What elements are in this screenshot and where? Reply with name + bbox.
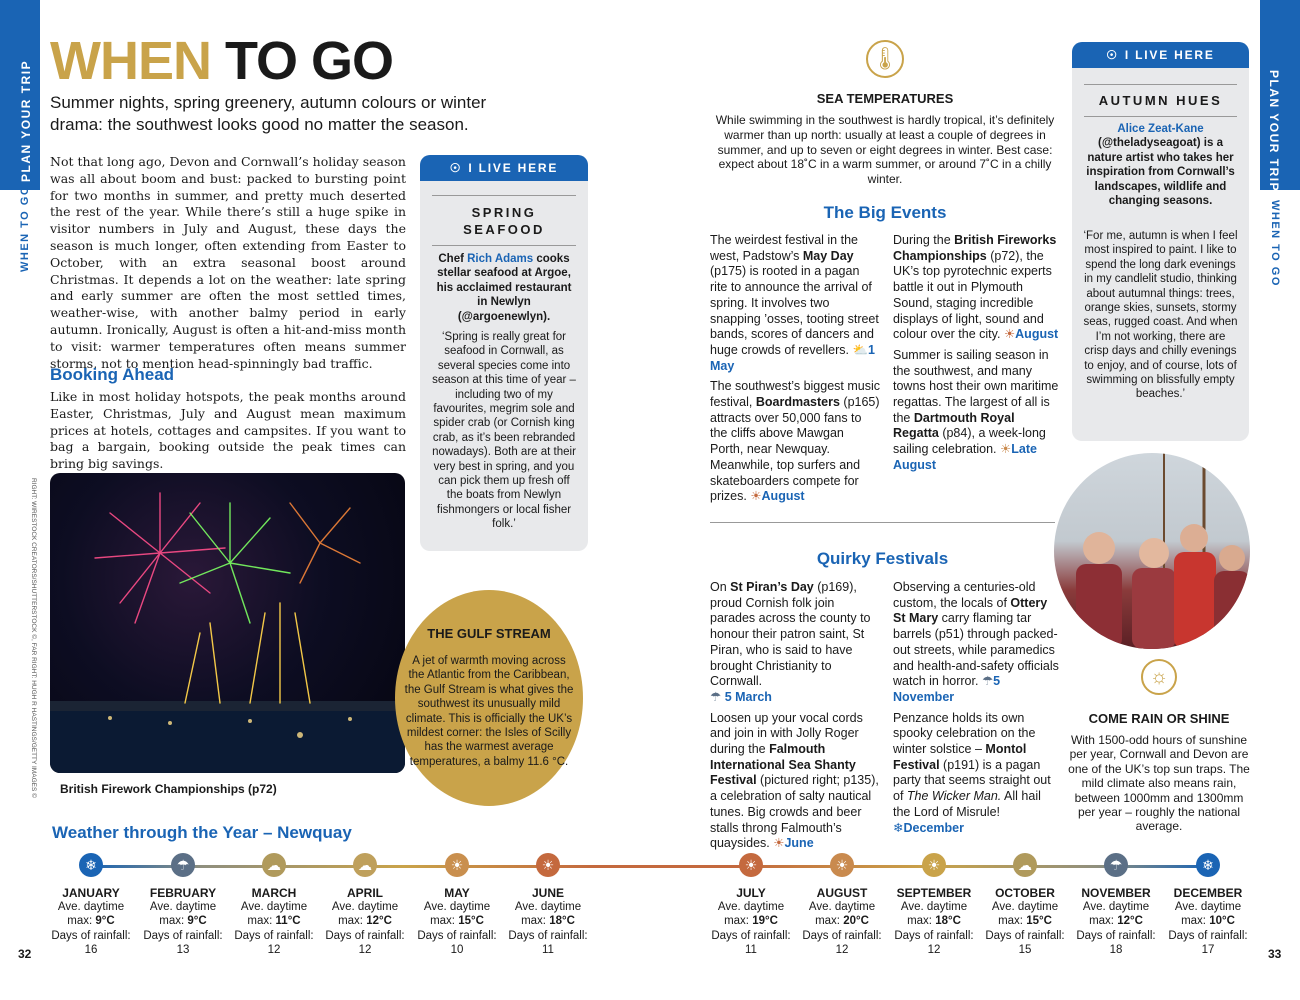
i-live-here-header [1072,42,1249,68]
panel-divider [432,245,576,246]
weather-month-0 [45,853,137,958]
panel-divider [432,195,576,196]
st-pirans-entry [710,580,880,706]
may-day-post: (p175) is rooted in a pagan rite to announce the arrival of spring. It involves two snapping ’osses, tooting street bands, scores of dancers and huge crowds of revellers. [710,264,879,357]
max-label: max: [1089,915,1118,928]
rainfall-label: Days of rainfall: [325,929,405,942]
sea-temperatures-title: SEA TEMPERATURES [816,91,954,106]
max-temp [1070,914,1162,928]
fireworks-photo [50,473,405,773]
max-value: 11°C [275,915,301,928]
ottery-month: 5 November [893,674,1001,704]
fireworks-name: British Fireworks Championships [893,233,1057,263]
avg-daytime-label: Ave. daytime [240,901,308,913]
month-name: AUGUST [816,886,868,900]
weather-month-8 [888,853,980,958]
quirky-festivals-heading: Quirky Festivals [816,549,949,568]
sea-shanty-illustration [1054,453,1250,649]
month-name: MAY [444,886,470,900]
spring-seafood-panel [420,155,588,551]
spring-chef-name: Rich Adams [467,253,534,265]
plan-your-trip-label-left: PLAN YOUR TRIP [19,59,33,182]
fireworks-post: (p72), the UK’s top pyrotechnic experts battle it out in Plymouth Sound, staging incredible displays of light, sound and colour over the city. [893,248,1052,342]
max-label: max: [724,915,753,928]
month-name: JANUARY [62,886,120,900]
rainfall-days: 17 [1201,944,1215,957]
montol-mid: (p191) is a pagan party that seems straight out of [893,757,1051,804]
month-name: FEBRUARY [149,886,217,900]
regatta-name: Dartmouth Royal Regatta [893,410,1015,441]
max-value: 18°C [549,915,575,928]
come-rain-or-shine-text: With 1500-odd hours of sunshine per year, Cornwall and Devon are one of the UK’s top sun traps. The mild climate also means rain, between 1000mm and 1300mm per year – roughly the national average. [1068,733,1250,834]
cloud-rain-icon: ☂ [171,853,195,877]
come-rain-or-shine-title: COME RAIN OR SHINE [1088,711,1230,726]
rainfall-label: Days of rainfall: [802,929,882,942]
st-pirans-name: St Piran’s Day [730,580,814,594]
rainfall-days: 13 [176,944,190,957]
max-label: max: [521,915,550,928]
boardmasters-entry [710,379,880,505]
max-label: max: [338,915,367,928]
montol-post: All hail the Lord of Misrule! [893,789,1041,819]
rainfall-label: Days of rainfall: [894,929,974,942]
snowflake-icon: ❄ [79,853,103,877]
max-temp [319,914,411,928]
max-value: 15°C [1026,915,1052,928]
avg-daytime-label: Ave. daytime [991,901,1059,913]
boardmasters-pre: The southwest’s biggest music festival, [710,379,880,410]
page-subtitle: Summer nights, spring greenery, autumn colours or winter drama: the southwest looks good no matter the season. [50,93,487,134]
sun-icon: ☀ [750,489,762,504]
rainfall-days: 12 [358,944,372,957]
max-value: 18°C [935,915,961,928]
regatta-pre: Summer is sailing season in the southwest, and many towns host their own maritime regattas. The largest of all is the [893,347,1059,425]
gulf-stream-title: THE GULF STREAM [427,626,551,641]
sea-shanty-photo [1054,453,1250,649]
rainfall-days: 11 [542,944,554,957]
month-name: OCTOBER [995,886,1055,900]
sun-icon: ☀ [1000,442,1012,457]
avg-daytime-label: Ave. daytime [57,901,125,913]
month-name: NOVEMBER [1081,886,1151,900]
weather-month-3 [319,853,411,958]
weather-month-1 [137,853,229,958]
max-label: max: [159,915,188,928]
panel-divider [1084,84,1237,85]
booking-ahead-heading: Booking Ahead [50,365,175,384]
sun-icon: ☀ [445,853,469,877]
rainfall-label: Days of rainfall: [143,929,223,942]
ottery-entry [893,580,1061,706]
sea-shanty-month: June [784,836,814,851]
location-pin-icon: ☉ [1106,48,1119,62]
max-value: 10°C [1209,915,1235,928]
max-label: max: [247,915,276,928]
rainfall-label: Days of rainfall: [51,929,131,942]
max-temp [45,914,137,928]
sea-temperatures-text: While swimming in the southwest is hardly tropical, it’s definitely warmer than up north: usually at least a couple of degrees in summer, and up to seven or eight degrees in winter. Best case: expect about 18˚C in a warm summer, or around 7˚C in a chilly winter. [715,113,1055,187]
avg-daytime-label: Ave. daytime [900,901,968,913]
max-label: max: [998,915,1027,928]
cloud-rain-icon: ☂ [710,689,722,704]
rainfall-label: Days of rainfall: [1168,929,1248,942]
autumn-hues-title: AUTUMN HUES [1098,93,1223,108]
montol-entry [893,711,1061,837]
max-temp [796,914,888,928]
may-day-month: 1 May [710,342,875,373]
month-name: SEPTEMBER [896,886,972,900]
max-temp [411,914,503,928]
rainfall-days: 18 [1109,944,1123,957]
sea-shanty-post: (pictured right; p135), a celebration of salty nautical tunes. Big crowds and beer stalls throng Falmouth’s quaysides. [710,773,879,851]
when-to-go-label-left: WHEN TO GO [19,185,31,272]
avg-daytime-label: Ave. daytime [149,901,217,913]
st-pirans-post: (p169), proud Cornish folk join parades across the county to honour their patron saint, St Piran, who is said to have brought Christianity to Cornwall. [710,580,871,689]
boardmasters-name: Boardmasters [755,395,840,410]
max-value: 9°C [95,915,115,928]
sea-shanty-name: Falmouth International Sea Shanty Festival [710,742,856,788]
weather-month-2 [228,853,320,958]
sun-icon: ☀ [739,853,763,877]
photo-credit: RIGHT: WIRESTOCK CREATORS/SHUTTERSTOCK ©, FAR RIGHT: HUGH R HASTINGS/GETTY IMAGES © [30,478,37,798]
sun-cloud-icon: ☁ [1013,853,1037,877]
intro-paragraph: Not that long ago, Devon and Cornwall’s holiday season was all about boom and bust: packed to bursting point for two months in summer, and pretty much deserted the rest of the year. While there’s still a huge spike in visitor numbers in July and August, these days the season is much longer, often extending from Easter to October, with an extra seasonal boost around Christmas. It depends a lot on the weather: late spring and early summer are often the most settled times, weather-wise, with another balmy period in early autumn. Ironically, August is often a hit-and-miss month to visit: warmer temperatures often means summer storms, not to mention head-spinningly bad traffic. [50,154,406,371]
max-label: max: [1181,915,1210,928]
avg-daytime-label: Ave. daytime [1174,901,1242,913]
spring-intro [430,252,578,324]
max-temp [888,914,980,928]
ottery-name: Ottery St Mary [893,595,1048,626]
spring-quote: ‘Spring is really great for seafood in Cornwall, as several species come into season at this time of year – including two of my favourites, megrim sole and spider crab (or Cornish king crab, as it’s been rebranded nowadays). Both are at their very best in spring, and you can pick them up fresh off the boats from Newlyn fishmongers or local fisher folk.’ [432,331,576,531]
big-events-heading: The Big Events [823,203,947,222]
page-title-to-go: TO GO [210,31,394,91]
fireworks-illustration [50,473,405,773]
gulf-stream-circle [395,590,583,806]
boardmasters-month: August [761,489,805,504]
sun-cloud-icon: ☁ [262,853,286,877]
ottery-pre: Observing a centuries-old custom, the locals of [893,580,1036,610]
sun-icon: ☀ [773,836,785,851]
max-temp [979,914,1071,928]
max-temp [137,914,229,928]
montol-pre: Penzance holds its own spooky celebration on the winter solstice – [893,710,1036,757]
ottery-post: carry flaming tar barrels (p51) through packed-out streets, while paramedics and health-and-safety officials watch in horror. [893,611,1059,689]
avg-daytime-label: Ave. daytime [1082,901,1150,913]
rainfall-label: Days of rainfall: [417,929,497,942]
avg-daytime-label: Ave. daytime [331,901,399,913]
st-pirans-pre: On [710,580,731,594]
fireworks-pre: During the [893,233,955,247]
when-to-go-label-right: WHEN TO GO [1269,200,1281,287]
sun-icon: ☀ [1003,327,1016,342]
month-name: JULY [736,886,766,900]
rainfall-days: 11 [745,944,757,957]
rainfall-days: 12 [267,944,281,957]
max-label: max: [815,915,844,928]
weather-month-5 [502,853,594,958]
artist-name: Alice Zeat-Kane [1117,123,1204,135]
weather-month-9 [979,853,1071,958]
rainfall-label: Days of rainfall: [508,929,588,942]
avg-daytime-label: Ave. daytime [514,901,582,913]
max-label: max: [907,915,936,928]
page-number-left: 32 [18,947,32,961]
panel-divider [1084,116,1237,117]
spring-intro-pre: Chef [438,253,468,265]
i-live-here-label: I LIVE HERE [468,161,559,175]
thermometer-icon: 🌡 [866,40,904,78]
month-name: MARCH [251,886,297,900]
weather-month-4 [411,853,503,958]
rainfall-label: Days of rainfall: [711,929,791,942]
sun-cloud-icon: ☁ [353,853,377,877]
rainfall-days: 15 [1018,944,1032,957]
montol-name: Montol Festival [893,742,1027,772]
fireworks-entry [893,233,1061,343]
boardmasters-post: (p165) attracts over 50,000 fans to the cliffs above Mawgan Porth, near Newquay. Meanwhile, top surfers and skateboarders compete for prizes. [710,395,880,504]
booking-ahead-text: Like in most holiday hotspots, the peak months around Easter, Christmas, July and August mean maximum prices at hotels, cottages and campsites. If you want to bag a bargain, booking outside the peak times can bring big savings. [50,389,406,472]
max-label: max: [430,915,459,928]
i-live-here-header [420,155,588,181]
avg-daytime-label: Ave. daytime [717,901,785,913]
montol-film: The Wicker Man. [906,789,1002,804]
rainfall-days: 12 [835,944,849,957]
weather-month-6 [705,853,797,958]
month-name: JUNE [531,886,564,900]
max-temp [705,914,797,928]
month-name: APRIL [347,886,383,900]
artist-intro: (@theladyseagoat) is a nature artist who takes her inspiration from Cornwall’s landscapes, wildlife and changing seasons. [1086,137,1235,208]
weather-heading: Weather through the Year – Newquay [52,823,352,842]
photo-caption: British Firework Championships (p72) [60,782,277,796]
rainfall-days: 16 [84,944,98,957]
rainfall-days: 12 [927,944,941,957]
max-temp [228,914,320,928]
avg-daytime-label: Ave. daytime [808,901,876,913]
max-value: 12°C [366,915,392,928]
max-temp [1162,914,1254,928]
spring-title-line1: SPRING [471,205,537,220]
max-temp [502,914,594,928]
spring-title-line2: SEAFOOD [463,222,545,237]
max-value: 15°C [458,915,484,928]
sun-icon: ☀ [536,853,560,877]
sun-cloud-icon: ⛅ [852,342,869,357]
autumn-intro [1082,122,1239,208]
spring-intro-post: cooks stellar seafood at Argoe, his acclaimed restaurant in Newlyn (@argoenewlyn). [436,253,572,323]
sun-icon: ☼ [1141,659,1177,695]
cloud-rain-icon: ☂ [1104,853,1128,877]
snowflake-icon: ❄ [1196,853,1220,877]
sea-shanty-pre: Loosen up your vocal cords and join in with Jolly Roger during the [710,710,863,757]
month-name: DECEMBER [1173,886,1243,900]
montol-month: December [903,820,964,835]
page-title-when: WHEN [50,31,211,91]
weather-month-11 [1162,853,1254,958]
plan-your-trip-label-right: PLAN YOUR TRIP [1267,70,1281,193]
regatta-entry [893,348,1061,474]
sea-shanty-entry [710,711,880,852]
may-day-name: May Day [802,248,854,263]
big-events-col2 [893,233,1061,474]
max-value: 9°C [187,915,207,928]
big-events-col1 [710,233,880,505]
regatta-post: (p84), a week-long sailing celebration. [893,426,1046,457]
quirky-col1 [710,580,880,852]
max-value: 20°C [843,915,869,928]
snowflake-icon: ❄ [893,820,904,835]
spring-seafood-title [420,204,588,238]
st-pirans-month: 5 March [724,689,772,704]
fireworks-month: August [1015,327,1059,342]
rainfall-label: Days of rainfall: [1076,929,1156,942]
page-number-right: 33 [1268,947,1282,961]
page-title [50,30,393,92]
autumn-hues-panel [1072,42,1249,441]
i-live-here-label: I LIVE HERE [1124,48,1215,62]
sun-icon: ☀ [922,853,946,877]
rainfall-label: Days of rainfall: [234,929,314,942]
weather-month-7 [796,853,888,958]
autumn-quote: ‘For me, autumn is when I feel most inspired to paint. I like to spend the long dark evenings in my candlelit studio, thinking about autumnal things: trees, orange skies, sunsets, stormy seas, rugged coast. And when I’m not working, there are crisp days and chilly evenings to enjoy, and of course, lots of swimming on blissfully empty beaches.’ [1083,230,1238,401]
weather-month-10 [1070,853,1162,958]
quirky-col2 [893,580,1061,836]
sun-icon: ☀ [830,853,854,877]
rainfall-days: 10 [450,944,464,957]
regatta-month: Late August [893,442,1037,472]
may-day-entry [710,233,880,374]
section-divider [710,522,1055,523]
max-label: max: [67,915,96,928]
max-value: 12°C [1117,915,1143,928]
rainfall-label: Days of rainfall: [985,929,1065,942]
may-day-pre: The weirdest festival in the west, Padstow’s [710,233,858,263]
max-value: 19°C [752,915,778,928]
gulf-stream-text: A jet of warmth moving across the Atlantic from the Caribbean, the Gulf Stream is what gives the southwest its unusually mild climate. This is officially the UK’s mildest corner: the Isles of Scilly has the warmest average temperatures, a balmy 11.6 °C. [404,655,574,768]
location-pin-icon: ☉ [449,161,463,175]
avg-daytime-label: Ave. daytime [423,901,491,913]
cloud-rain-icon: ☂ [981,674,994,689]
